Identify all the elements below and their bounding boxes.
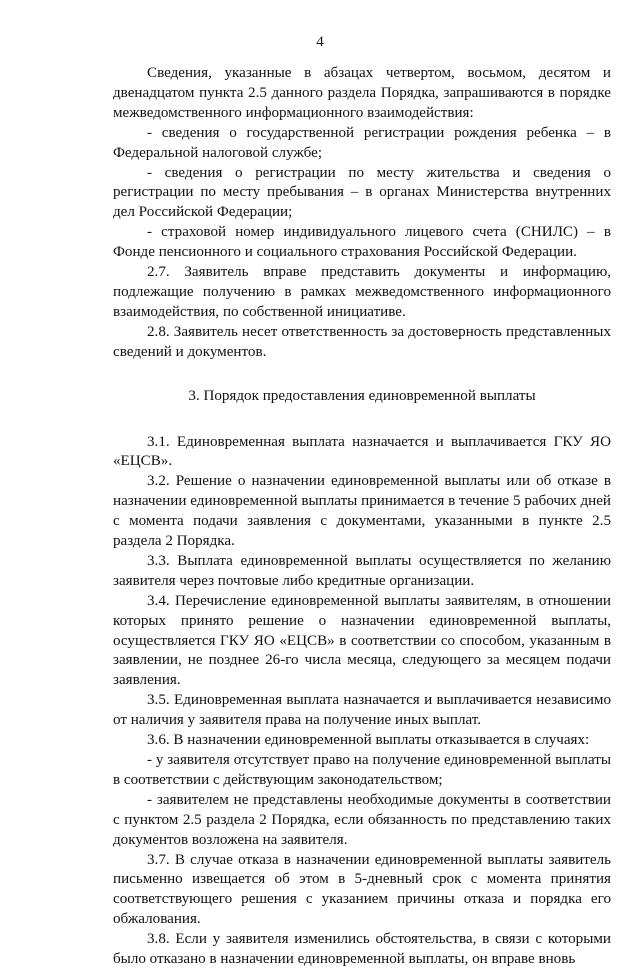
paragraph: 3.8. Если у заявителя изменились обстоятельства, в связи с которыми было отказано в назначении единовременной выплаты, он вправе вновь: [113, 931, 611, 968]
paragraph: 3.6. В назначении единовременной выплаты отказывается в случаях:: [147, 732, 590, 749]
list-item: - страховой номер индивидуального лицевого счета (СНИЛС) – в Фонде пенсионного и социального страхования Российской Федерации.: [113, 224, 611, 261]
list-item: - заявителем не представлены необходимые документы в соответствии с пунктом 2.5 раздела 2 Порядка, если обязанность по представлению таких документов возложена на заявителя.: [113, 791, 611, 848]
paragraph: 3.3. Выплата единовременной выплаты осуществляется по желанию заявителя через почтовые либо кредитные организации.: [113, 552, 611, 589]
paragraph: 3.2. Решение о назначении единовременной выплаты или об отказе в назначении единовременной выплаты принимается в течение 5 рабочих дней с момента подачи заявления с документами, указанными в пункте 2.5 раздела 2 Порядка.: [113, 473, 611, 550]
list-item: - сведения о государственной регистрации рождения ребенка – в Федеральной налоговой службе;: [113, 124, 611, 161]
page-number: 4: [316, 34, 324, 50]
paragraph: 3.1. Единовременная выплата назначается и выплачивается ГКУ ЯО «ЕЦСВ».: [113, 433, 611, 470]
paragraph: 3.4. Перечисление единовременной выплаты заявителям, в отношении которых принято решение о назначении единовременной выплаты, осуществляется ГКУ ЯО «ЕЦСВ» в соответствии со способом, указанным в заявлении, не позднее 26-го числа месяца, следующего за месяцем подачи заявления.: [113, 592, 611, 689]
paragraph: 2.8. Заявитель несет ответственность за достоверность представленных сведений и документов.: [113, 323, 611, 360]
section-heading: 3. Порядок предоставления единовременной выплаты: [188, 387, 536, 404]
document-body: [113, 64, 611, 970]
paragraph: 2.7. Заявитель вправе представить документы и информацию, подлежащие получению в рамках межведомственного информационного взаимодействия, по собственной инициативе.: [113, 264, 611, 320]
paragraph: 3.5. Единовременная выплата назначается и выплачивается независимо от наличия у заявителя права на получение иных выплат.: [113, 692, 611, 729]
list-item: - у заявителя отсутствует право на получение единовременной выплаты в соответствии с действующим законодательством;: [113, 752, 611, 788]
paragraph: Сведения, указанные в абзацах четвертом, восьмом, десятом и двенадцатом пункта 2.5 данного раздела Порядка, запрашиваются в порядке межведомственного информационного взаимодействия:: [113, 65, 611, 121]
list-item: - сведения о регистрации по месту жительства и сведения о регистрации по месту пребывания – в органах Министерства внутренних дел Российской Федерации;: [113, 164, 611, 221]
paragraph: 3.7. В случае отказа в назначении единовременной выплаты заявитель письменно извещается об этом в 5-дневный срок с момента принятия соответствующего решения с указанием причины отказа и порядка его обжалования.: [113, 851, 611, 928]
